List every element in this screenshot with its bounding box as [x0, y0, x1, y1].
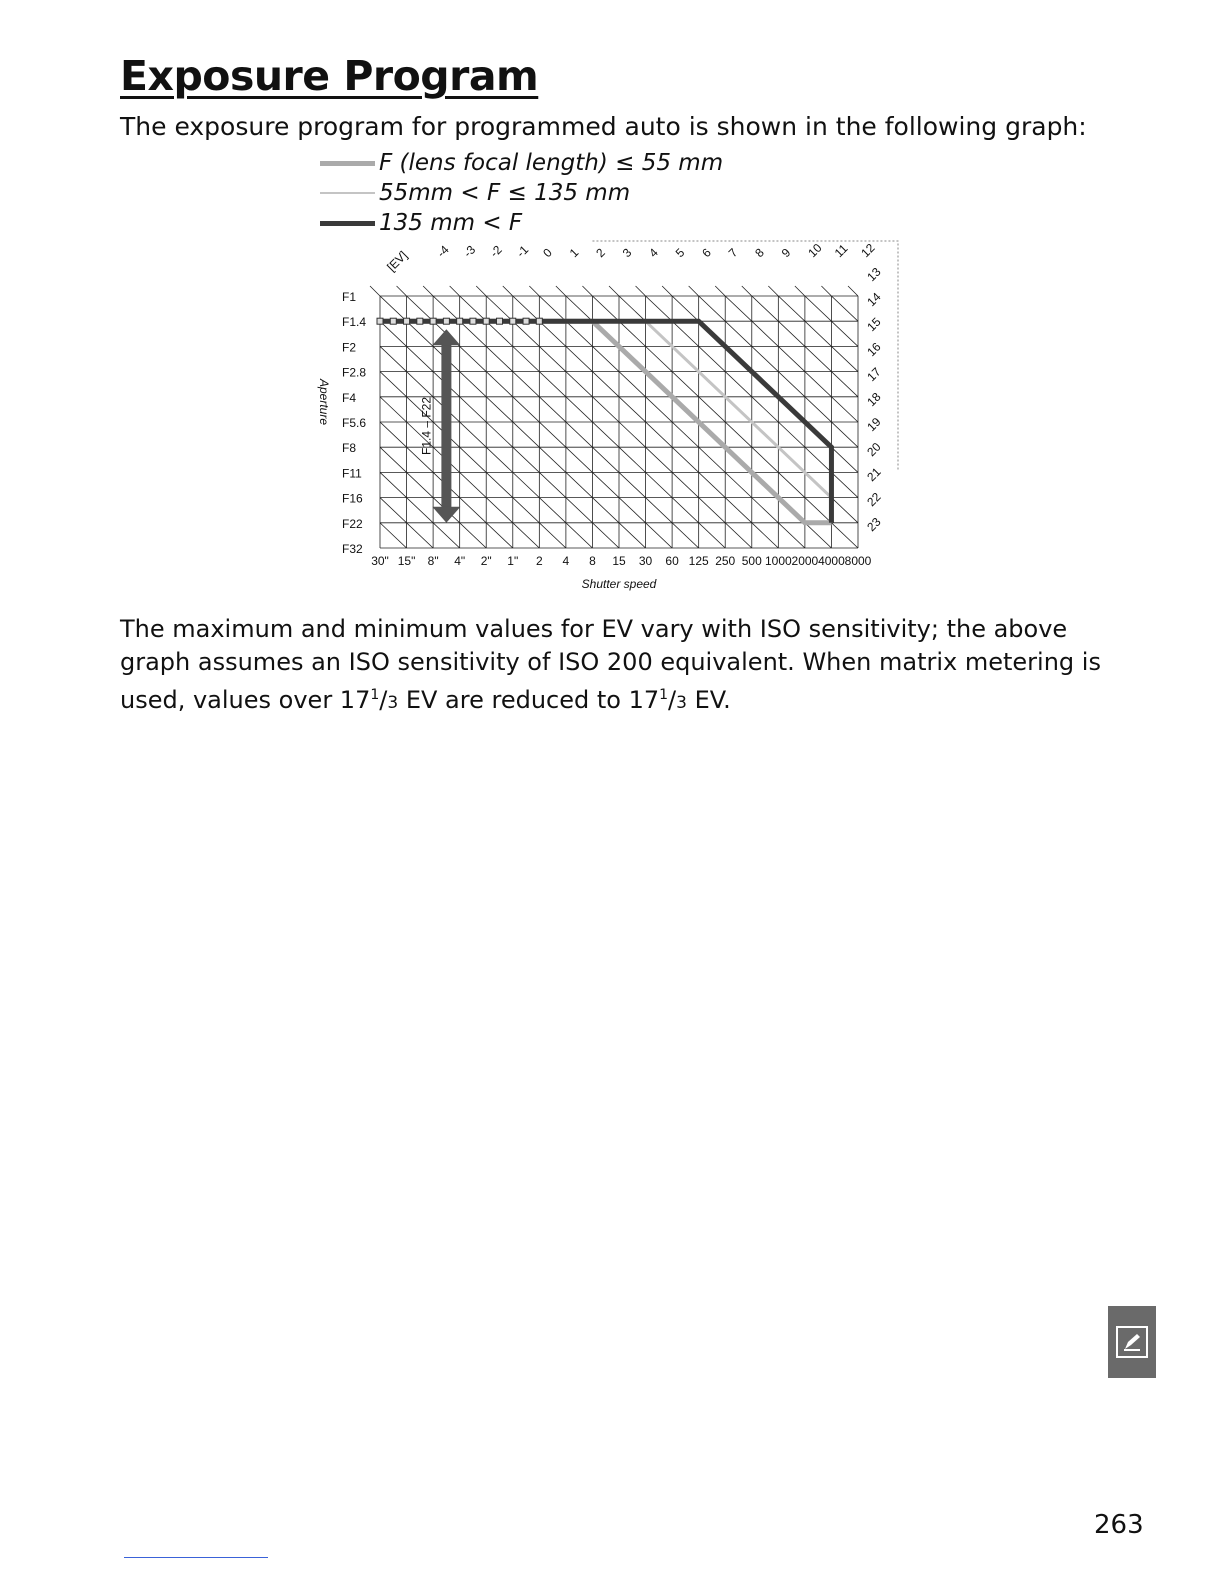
- ev-label-right: 16: [864, 339, 884, 360]
- ev-label-top: -3: [460, 242, 479, 261]
- ev-label-right: 23: [864, 514, 884, 535]
- section-thumb-tab[interactable]: [1108, 1306, 1156, 1378]
- pencil-note-icon: [1116, 1326, 1148, 1358]
- fraction-denominator: 3: [387, 693, 399, 713]
- ev-label-top: 6: [699, 245, 714, 261]
- ev-tick-top: [609, 286, 619, 296]
- series-start-marker: [377, 318, 383, 324]
- x-tick-label: 8000: [844, 554, 872, 568]
- ev-label-top: 8: [752, 245, 767, 261]
- ev-tick-top: [423, 286, 433, 296]
- y-axis-title: Aperture: [317, 378, 331, 426]
- ev-label-top: -4: [434, 242, 452, 261]
- chart-frame-dotted: [592, 241, 898, 471]
- y-tick-label: F2: [342, 340, 357, 355]
- series-start-marker: [510, 318, 516, 324]
- aperture-range-label: F1.4 – F22: [419, 396, 434, 456]
- ev-tick-top: [742, 286, 752, 296]
- x-tick-label: 1000: [764, 554, 792, 568]
- ev-label-right: 20: [864, 439, 884, 460]
- ev-label-right: 19: [864, 414, 884, 435]
- fraction-numerator: 1: [370, 687, 380, 703]
- y-tick-label: F1.4: [342, 315, 367, 330]
- x-tick-label: 125: [688, 554, 709, 568]
- ev-diagonal-line: [885, 296, 1151, 548]
- y-tick-label: F4: [342, 390, 357, 405]
- ev-tick-top: [556, 286, 566, 296]
- page-number: 263: [1094, 1510, 1144, 1540]
- ev-label-top: 1: [566, 245, 582, 261]
- footer-rule: [124, 1557, 268, 1558]
- x-axis-title: Shutter speed: [581, 577, 657, 591]
- y-tick-label: F32: [342, 542, 363, 556]
- ev-tick-top: [821, 286, 831, 296]
- body-paragraph: The maximum and minimum values for EV vary with ISO sensitivity; the above graph assumes an ISO sensitivity of ISO 200 equivalent. When matrix metering is used, values over $17^1/3$ EV are reduced to $17^1/3$ EV.: [120, 615, 1101, 714]
- ev-tick-top: [397, 286, 407, 296]
- x-tick-label: 250: [715, 554, 736, 568]
- ev-axis-label: [EV]: [384, 248, 411, 275]
- y-tick-label: F2.8: [342, 365, 367, 380]
- series-start-marker: [483, 318, 489, 324]
- ev-tick-top: [795, 286, 805, 296]
- ev-diagonal-line: [114, 296, 380, 548]
- y-tick-label: F22: [342, 516, 363, 531]
- ev-label-top: 9: [778, 245, 794, 261]
- y-tick-label: F11: [342, 466, 362, 481]
- ev-tick-top: [715, 286, 725, 296]
- ev-label-top: 7: [725, 245, 741, 261]
- ev-label-top: -1: [513, 242, 532, 261]
- series-start-marker: [497, 318, 503, 324]
- ev-diagonal-extensions: [370, 286, 858, 296]
- aperture-arrow-shaft: [441, 343, 451, 509]
- x-tick-label: 500: [741, 554, 762, 568]
- fraction-denominator: 3: [676, 693, 687, 713]
- x-tick-label: 15": [397, 554, 416, 568]
- ev-tick-top: [768, 286, 778, 296]
- ev-label-top: 12: [858, 240, 878, 261]
- fraction-numerator: 1: [659, 687, 669, 703]
- x-tick-label: 15: [612, 554, 626, 568]
- ev-diagonal-line: [141, 296, 407, 548]
- series-start-marker: [457, 318, 463, 324]
- ev-tick-top: [370, 286, 380, 296]
- series-start-marker: [390, 318, 396, 324]
- ev-tick-top: [636, 286, 646, 296]
- ev-label-right: 18: [864, 389, 884, 410]
- x-tick-label: 4000: [818, 554, 845, 568]
- series-start-marker: [430, 318, 436, 324]
- ev-label-right: 15: [864, 314, 884, 335]
- x-tick-label: 2000: [791, 554, 819, 568]
- ev-tick-top: [476, 286, 486, 296]
- intro-text: The exposure program for programmed auto is shown in the following graph:: [120, 112, 1087, 141]
- ev-label-right: 22: [864, 489, 884, 510]
- ev-tick-top: [689, 286, 699, 296]
- x-tick-label: 8: [589, 554, 596, 568]
- ev-label-top: 3: [619, 245, 635, 261]
- x-tick-label: 4: [562, 554, 570, 568]
- y-tick-label: F5.6: [342, 416, 367, 430]
- ev-label-top: 0: [540, 245, 555, 261]
- ev-tick-top: [848, 286, 858, 296]
- ev-label-top: 2: [593, 245, 608, 261]
- ev-label-right: 14: [864, 289, 884, 310]
- ev-label-top: -2: [487, 242, 505, 261]
- series-start-marker: [404, 318, 410, 324]
- exposure-program-chart: [0, 0, 1224, 620]
- legend-label: F (lens focal length) ≤ 55 mm: [379, 150, 724, 176]
- legend-label: 135 mm < F: [379, 210, 523, 236]
- x-tick-label: 4": [454, 554, 466, 568]
- paragraph-text: The maximum and minimum values for EV vary with ISO sensitivity; the above graph assumes an ISO sensitivity of ISO 200 equivalent. When matrix metering is used, values over 17: [120, 615, 1101, 714]
- series-start-marker: [417, 318, 423, 324]
- ev-label-top: 10: [805, 240, 825, 261]
- ev-tick-top: [503, 286, 513, 296]
- x-tick-label: 1": [507, 554, 519, 568]
- paragraph-text: EV.: [686, 686, 731, 714]
- series-start-marker: [523, 318, 529, 324]
- ev-tick-top: [582, 286, 592, 296]
- ev-label-right: 21: [864, 464, 884, 485]
- series-start-marker: [536, 318, 542, 324]
- pencil-glyph: [1122, 1332, 1142, 1352]
- ev-diagonal-line: [61, 296, 327, 548]
- page-title: Exposure Program: [120, 52, 539, 100]
- ev-tick-top: [662, 286, 672, 296]
- ev-label-top: 5: [672, 245, 688, 261]
- ev-label-top: 11: [831, 241, 851, 261]
- y-tick-label: F1: [342, 290, 357, 304]
- x-tick-label: 2: [535, 554, 543, 568]
- aperture-arrow-head-up: [432, 329, 460, 345]
- x-tick-label: 30": [371, 554, 389, 568]
- ev-tick-top: [529, 286, 539, 296]
- x-tick-label: 8": [427, 554, 439, 568]
- series-start-marker: [470, 318, 476, 324]
- ev-label-top: 4: [646, 245, 661, 261]
- x-tick-label: 30: [638, 554, 653, 568]
- y-tick-label: F16: [342, 491, 363, 506]
- x-tick-label: 2": [480, 554, 492, 568]
- x-tick-label: 60: [665, 554, 679, 568]
- ev-diagonal-line: [858, 296, 1124, 548]
- ev-label-right: 13: [864, 264, 884, 285]
- ev-label-right: 17: [864, 364, 884, 385]
- ev-diagonal-line: [911, 296, 1177, 548]
- legend-label: 55mm < F ≤ 135 mm: [379, 180, 631, 206]
- aperture-arrow-head-down: [432, 507, 460, 523]
- ev-tick-top: [450, 286, 460, 296]
- y-tick-label: F8: [342, 441, 357, 456]
- paragraph-text: EV are reduced to 17: [398, 686, 660, 714]
- series-start-marker: [443, 318, 449, 324]
